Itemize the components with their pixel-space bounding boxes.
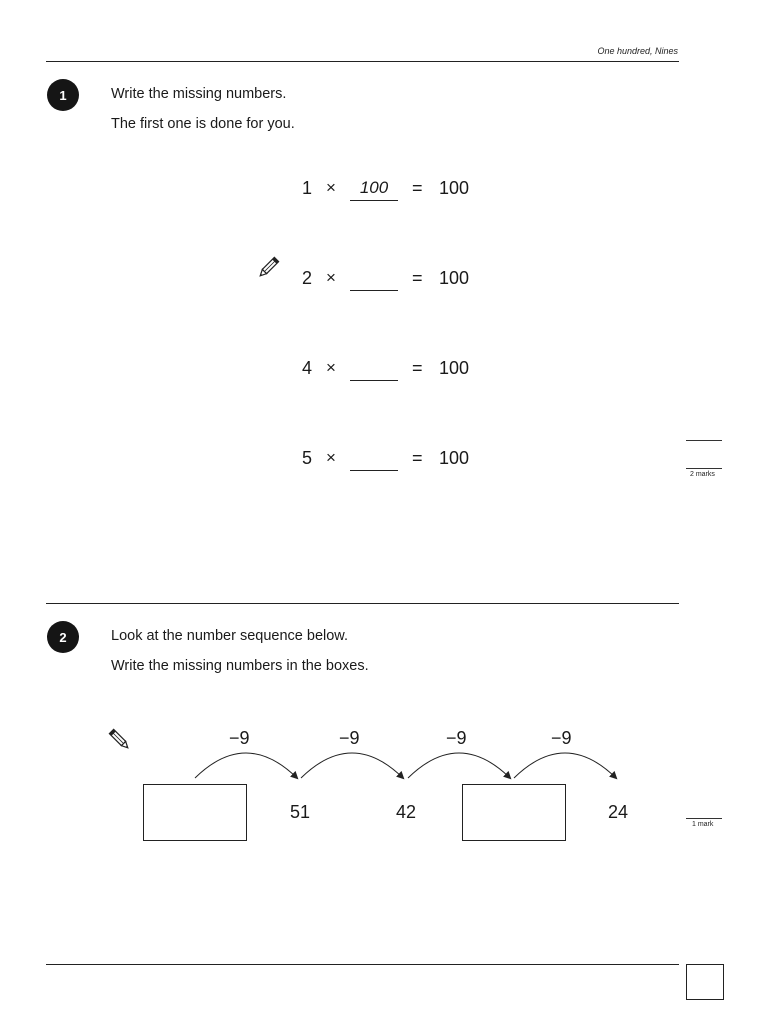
step-arrow	[514, 753, 616, 778]
multiply-sign: ×	[326, 268, 336, 287]
step-label: −9	[551, 728, 572, 748]
equals-sign: =	[412, 358, 423, 378]
equation-result: 100	[439, 358, 470, 378]
sequence-number: 24	[608, 802, 629, 822]
equals-sign: =	[412, 178, 423, 198]
step-arrow	[195, 753, 297, 778]
equation-left-operand: 1	[302, 178, 313, 198]
multiply-sign: ×	[326, 358, 336, 377]
sequence-number: 51	[290, 802, 311, 822]
answer-blank-filled: 100	[350, 178, 398, 201]
equation-left-operand: 4	[302, 358, 313, 378]
equation-result: 100	[439, 268, 470, 288]
question-1-instruction-2: The first one is done for you.	[111, 116, 295, 132]
multiply-sign: ×	[326, 178, 336, 197]
question-1-number: 1	[59, 87, 67, 103]
marks-label: 1 mark	[692, 821, 714, 828]
equation-left-operand: 5	[302, 448, 313, 468]
equals-sign: =	[412, 268, 423, 288]
multiply-sign: ×	[326, 448, 336, 467]
question-2-instruction-1: Look at the number sequence below.	[111, 628, 348, 644]
mark-entry-line[interactable]	[686, 818, 722, 819]
marks-label: 2 marks	[690, 471, 715, 478]
step-arrow	[408, 753, 510, 778]
equals-sign: =	[412, 448, 423, 468]
answer-box[interactable]	[143, 784, 247, 841]
equation-left-operand: 2	[302, 268, 313, 288]
equation-result: 100	[439, 178, 470, 198]
step-arrow	[301, 753, 403, 778]
question-2-number: 2	[59, 629, 67, 645]
question-1-instruction-1: Write the missing numbers.	[111, 86, 287, 102]
sequence-number: 42	[396, 802, 417, 822]
equation-result: 100	[439, 448, 470, 468]
step-label: −9	[446, 728, 467, 748]
footer-divider	[46, 964, 679, 965]
answer-box[interactable]	[462, 784, 566, 841]
question-2-instruction-2: Write the missing numbers in the boxes.	[111, 658, 369, 674]
page-header-text: One hundred, Nines	[597, 46, 678, 56]
step-label: −9	[229, 728, 250, 748]
step-label: −9	[339, 728, 360, 748]
page-total-box[interactable]	[686, 964, 724, 1000]
